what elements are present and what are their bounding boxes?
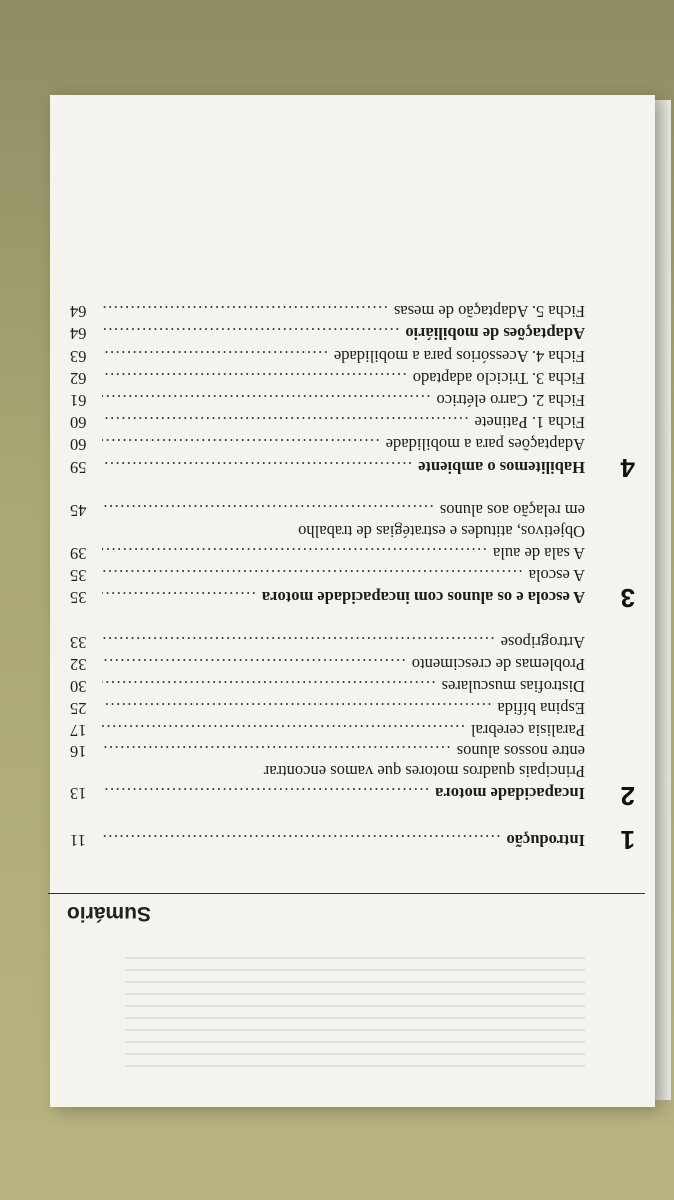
toc-page: 11 xyxy=(70,831,86,850)
toc-label: A sala de aula xyxy=(492,544,585,563)
toc-page: 60 xyxy=(70,435,87,454)
toc-page: 25 xyxy=(70,699,87,718)
toc-label: Ficha 1. Patinete xyxy=(474,413,585,432)
leader-dots xyxy=(102,740,451,762)
toc-label: A escola e os alunos com incapacidade motora xyxy=(261,588,585,607)
chapter-number: 1 xyxy=(620,825,635,855)
toc-page: 61 xyxy=(70,391,87,410)
toc-label-line1: Objetivos, atitudes e estratégias de trabalho xyxy=(298,522,585,541)
toc-label: entre nossos alunos xyxy=(456,742,585,761)
toc-page: 33 xyxy=(70,633,87,652)
toc-entry xyxy=(70,367,585,389)
toc-label: Problemas de crescimento xyxy=(411,655,585,674)
toc-page: 62 xyxy=(70,369,87,388)
leader-dots xyxy=(102,782,429,804)
leader-dots xyxy=(102,586,256,608)
leader-dots xyxy=(102,389,431,411)
leader-dots xyxy=(102,300,388,322)
toc-entry xyxy=(70,542,585,564)
leader-dots xyxy=(102,675,436,697)
toc-page: 63 xyxy=(70,347,87,366)
toc-entry xyxy=(70,653,585,675)
chapter-number: 2 xyxy=(620,781,635,811)
leader-dots xyxy=(102,719,465,741)
toc-label: Ficha 4. Acessórios para a mobilidade xyxy=(333,347,585,366)
leader-dots xyxy=(102,499,434,521)
leader-dots xyxy=(102,653,406,675)
toc-entry xyxy=(70,586,585,608)
toc-entry xyxy=(70,322,585,344)
toc-entry xyxy=(70,499,585,521)
book-page xyxy=(50,95,655,1107)
toc-entry xyxy=(70,389,585,411)
toc-page: 30 xyxy=(70,677,87,696)
toc-entry xyxy=(70,829,585,851)
leader-dots xyxy=(102,456,412,478)
toc-entry xyxy=(70,564,585,586)
leader-dots xyxy=(102,345,328,367)
toc-entry xyxy=(70,697,585,719)
toc-page: 39 xyxy=(70,544,87,563)
toc-label: Habilitemos o ambiente xyxy=(418,458,585,477)
toc-label: Introdução xyxy=(506,831,585,850)
toc-page: 35 xyxy=(70,588,87,607)
toc-entry xyxy=(70,631,585,653)
toc-entry xyxy=(70,782,585,804)
leader-dots xyxy=(102,433,380,455)
chapter-number: 3 xyxy=(620,583,635,613)
leader-dots xyxy=(102,829,500,851)
toc-page-rotated xyxy=(50,95,655,1107)
toc-label: Paralisia cerebral xyxy=(470,721,585,740)
toc-entry xyxy=(70,719,585,741)
toc-label-line1: Principais quadros motores que vamos encontrar xyxy=(263,762,585,781)
table-of-contents xyxy=(50,95,655,1107)
toc-page: 32 xyxy=(70,655,87,674)
toc-label: em relação aos alunos xyxy=(439,501,585,520)
toc-entry xyxy=(70,675,585,697)
toc-entry xyxy=(70,345,585,367)
toc-label: Distrofias musculares xyxy=(441,677,585,696)
page-title: Sumário xyxy=(66,902,151,925)
toc-page: 64 xyxy=(70,324,87,343)
leader-dots xyxy=(102,564,523,586)
leader-dots xyxy=(102,367,407,389)
leader-dots xyxy=(102,697,491,719)
page-edge xyxy=(655,100,671,1100)
toc-page: 59 xyxy=(70,458,87,477)
leader-dots xyxy=(102,542,487,564)
toc-page: 17 xyxy=(70,721,87,740)
toc-label: Incapacidade motora xyxy=(435,784,585,803)
toc-entry xyxy=(70,433,585,455)
toc-page: 13 xyxy=(70,784,87,803)
toc-page: 16 xyxy=(70,742,87,761)
toc-label: Ficha 3. Triciclo adaptado xyxy=(412,369,585,388)
toc-page: 60 xyxy=(70,413,87,432)
toc-entry xyxy=(70,411,585,433)
toc-page: 45 xyxy=(70,501,87,520)
leader-dots xyxy=(102,631,495,653)
toc-label: Ficha 2. Carro elétrico xyxy=(436,391,585,410)
leader-dots xyxy=(102,322,399,344)
toc-entry xyxy=(70,300,585,322)
toc-label: Adaptações de mobiliário xyxy=(405,324,585,343)
leader-dots xyxy=(102,411,469,433)
toc-label: Espina bífida xyxy=(497,699,585,718)
toc-label: Adaptações para a mobilidade xyxy=(385,435,585,454)
toc-page: 64 xyxy=(70,302,87,321)
chapter-number: 4 xyxy=(620,453,635,483)
toc-label: A escola xyxy=(528,566,585,585)
toc-label: Artrogripose xyxy=(500,633,585,652)
toc-entry xyxy=(70,740,585,762)
toc-entry xyxy=(70,456,585,478)
toc-page: 35 xyxy=(70,566,87,585)
toc-label: Ficha 5. Adaptação de mesas xyxy=(393,302,585,321)
